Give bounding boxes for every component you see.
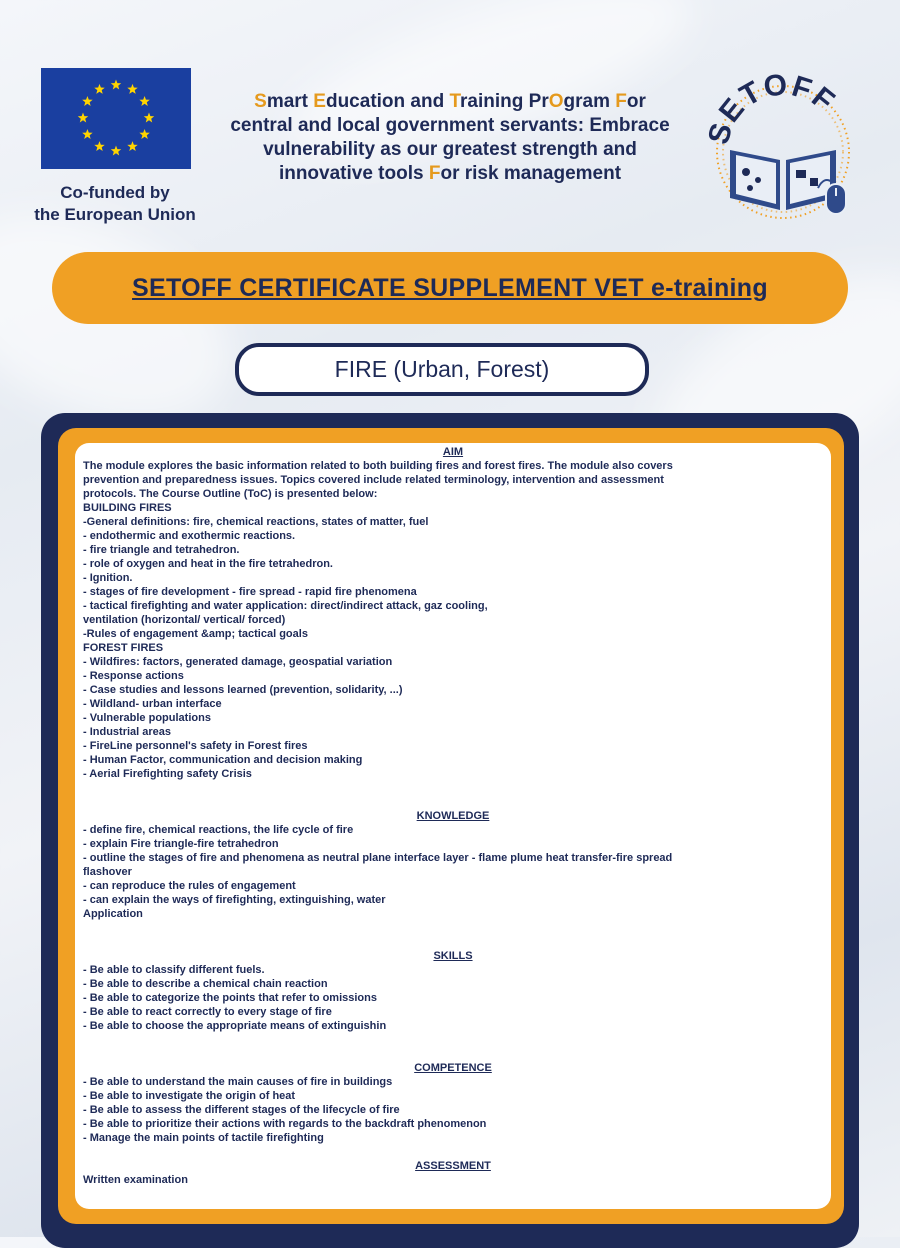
program-title-line — [205, 114, 695, 138]
logo-wordmark: SETOFF — [702, 72, 842, 148]
eu-caption-line: the European Union — [34, 205, 196, 224]
program-title-line — [205, 162, 695, 186]
aim-line: - Wildland- urban interface — [83, 698, 222, 710]
aim-line: The module explores the basic information related to both building fires and forest fires. The module also covers — [83, 460, 673, 472]
section-title-assessment: ASSESSMENT — [415, 1160, 491, 1172]
competence-line: - Be able to prioritize their actions with regards to the backdraft phenomenon — [83, 1118, 487, 1130]
title-text: vulnerability as our greatest strength and — [263, 139, 637, 160]
aim-line: - Aerial Firefighting safety Crisis — [83, 768, 252, 780]
section-title-aim: AIM — [442, 446, 464, 458]
aim-line: - role of oxygen and heat in the fire tetrahedron. — [83, 558, 333, 570]
aim-line: - Human Factor, communication and decision making — [83, 754, 363, 766]
eu-caption-line: Co-funded by — [60, 183, 170, 202]
acronym-letter: E — [313, 91, 326, 112]
competence-line: - Be able to investigate the origin of heat — [83, 1090, 296, 1102]
aim-line: - tactical firefighting and water application: direct/indirect attack, gaz cooling, — [83, 600, 488, 612]
title-text: raining Pr — [460, 91, 549, 112]
section-title-knowledge: KNOWLEDGE — [416, 810, 490, 822]
aim-line: - Wildfires: factors, generated damage, geospatial variation — [83, 656, 393, 668]
eu-flag-logo — [41, 68, 191, 169]
eu-star — [111, 80, 121, 90]
acronym-letter: S — [254, 91, 267, 112]
eu-star — [139, 96, 149, 106]
aim-line: - Vulnerable populations — [83, 712, 211, 724]
aim-text — [83, 459, 823, 781]
eu-star — [94, 141, 104, 151]
aim-line: - Case studies and lessons learned (prevention, solidarity, ...) — [83, 684, 403, 696]
eu-star — [111, 146, 121, 156]
aim-line: FOREST FIRES — [83, 642, 164, 654]
aim-line: - Industrial areas — [83, 726, 172, 738]
acronym-letter: F — [615, 91, 627, 112]
section-title-skills: SKILLS — [433, 950, 473, 962]
aim-line: - Response actions — [83, 670, 184, 682]
module-name-pill — [235, 343, 649, 396]
title-text: mart — [266, 91, 314, 112]
knowledge-line: - outline the stages of fire and phenomena as neutral plane interface layer - flame plume heat transfer-fire spread — [83, 852, 673, 864]
setoff-logo — [700, 72, 866, 224]
program-title-line — [205, 90, 695, 114]
module-name: FIRE (Urban, Forest) — [334, 356, 550, 382]
certificate-banner — [52, 252, 848, 324]
skills-line: - Be able to describe a chemical chain reaction — [83, 978, 328, 990]
title-text: or risk management — [440, 163, 622, 184]
eu-star — [78, 113, 88, 123]
acronym-letter: T — [449, 91, 461, 112]
eu-star — [144, 113, 154, 123]
title-text: gram — [563, 91, 616, 112]
assessment-line: Written examination — [83, 1174, 188, 1186]
title-text: central and local government servants: Embrace — [230, 115, 670, 136]
skills-line: - Be able to react correctly to every stage of fire — [83, 1006, 332, 1018]
module-description — [83, 445, 823, 1187]
section-title-competence: COMPETENCE — [414, 1062, 492, 1074]
eu-star — [82, 129, 92, 139]
aim-line: -General definitions: fire, chemical reactions, states of matter, fuel — [83, 516, 429, 528]
competence-text — [83, 1075, 823, 1145]
aim-line: ventilation (horizontal/ vertical/ forced) — [83, 614, 286, 626]
knowledge-line: - can reproduce the rules of engagement — [83, 880, 296, 892]
eu-star — [82, 96, 92, 106]
eu-star — [127, 84, 137, 94]
knowledge-text — [83, 823, 823, 921]
program-title — [205, 90, 695, 186]
eu-star — [94, 84, 104, 94]
knowledge-line: - define fire, chemical reactions, the life cycle of fire — [83, 824, 354, 836]
aim-line: BUILDING FIRES — [83, 502, 172, 514]
title-text: innovative tools — [278, 163, 429, 184]
eu-star — [127, 141, 137, 151]
title-text: ducation and — [325, 91, 450, 112]
aim-line: - FireLine personnel's safety in Forest fires — [83, 740, 308, 752]
skills-text — [83, 963, 823, 1033]
knowledge-line: - can explain the ways of firefighting, extinguishing, water — [83, 894, 386, 906]
aim-line: - endothermic and exothermic reactions. — [83, 530, 296, 542]
eu-cofunded-caption — [25, 182, 205, 226]
eu-star — [139, 129, 149, 139]
aim-line: prevention and preparedness issues. Topics covered include related terminology, intervention and assessment — [83, 474, 664, 486]
aim-line: - Ignition. — [83, 572, 133, 584]
acronym-letter: O — [548, 91, 564, 112]
aim-line: - fire triangle and tetrahedron. — [83, 544, 240, 556]
competence-line: - Be able to assess the different stages of the lifecycle of fire — [83, 1104, 400, 1116]
title-text: or — [626, 91, 646, 112]
eu-stars-icon — [41, 68, 191, 169]
aim-line: protocols. The Course Outline (ToC) is presented below: — [83, 488, 378, 500]
aim-line: -Rules of engagement &amp; tactical goals — [83, 628, 308, 640]
competence-line: - Manage the main points of tactile firefighting — [83, 1132, 324, 1144]
skills-line: - Be able to choose the appropriate means of extinguishin — [83, 1020, 387, 1032]
knowledge-line: Application — [83, 908, 143, 920]
assessment-text — [83, 1173, 823, 1187]
banner-title: SETOFF CERTIFICATE SUPPLEMENT VET e-training — [132, 273, 768, 302]
aim-line: - stages of fire development - fire spread - rapid fire phenomena — [83, 586, 417, 598]
skills-line: - Be able to categorize the points that refer to omissions — [83, 992, 377, 1004]
competence-line: - Be able to understand the main causes of fire in buildings — [83, 1076, 393, 1088]
knowledge-line: - explain Fire triangle-fire tetrahedron — [83, 838, 279, 850]
knowledge-line: flashover — [83, 866, 132, 878]
program-title-line — [205, 138, 695, 162]
skills-line: - Be able to classify different fuels. — [83, 964, 265, 976]
acronym-letter: F — [428, 163, 441, 184]
